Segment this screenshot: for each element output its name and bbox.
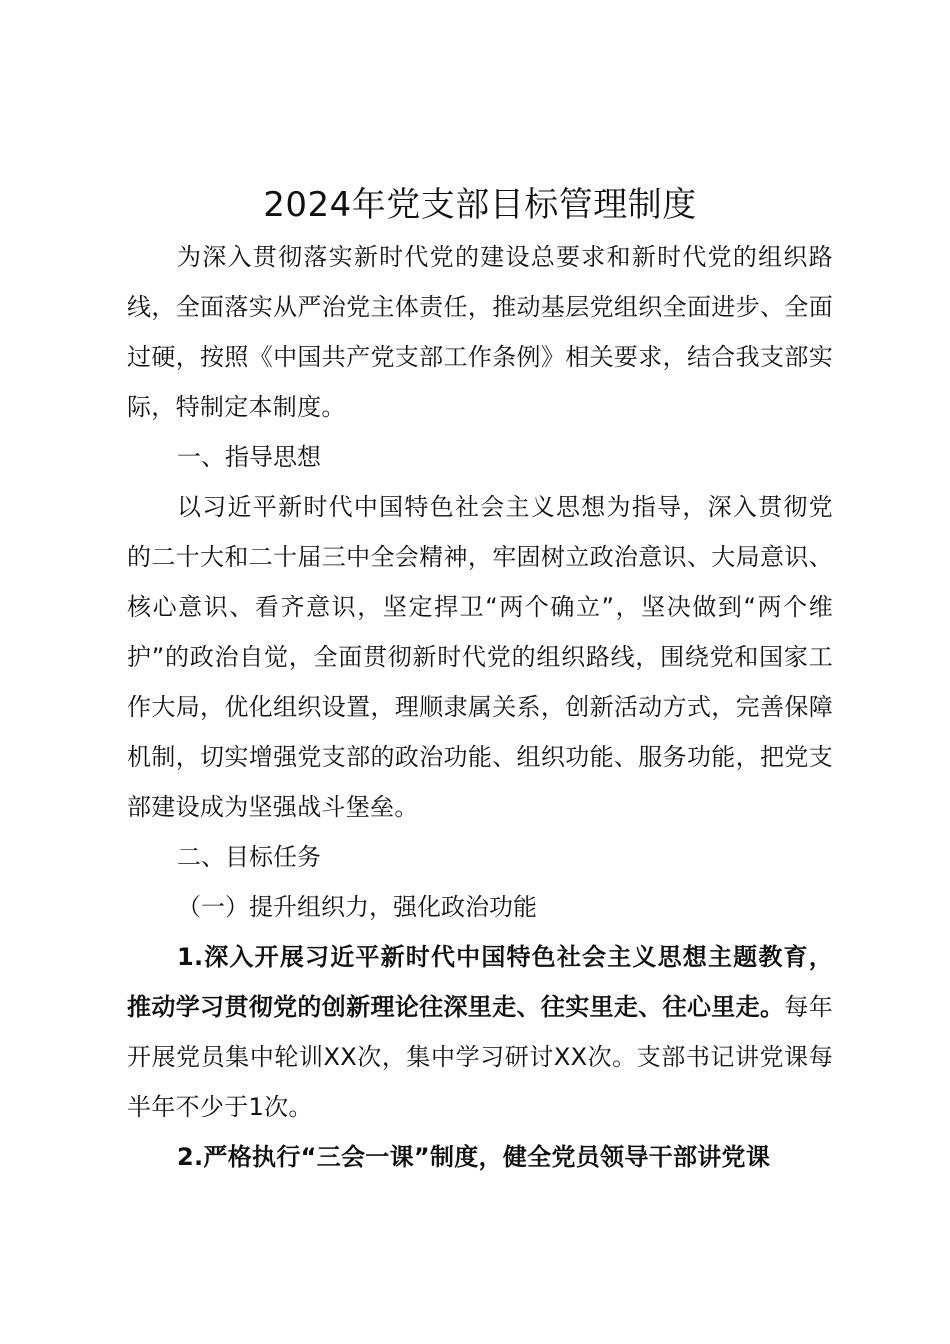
item-1-lead: 1.深入开展习近平新时代中国特色社会主义思想主题教育，推动学习贯彻党的创新理论往深里走、往实里走、往心里走。	[127, 943, 833, 1021]
item-2-paragraph: 2.严格执行“三会一课”制度，健全党员领导干部讲党课	[177, 1143, 771, 1171]
section-heading-goals: 二、目标任务	[177, 843, 321, 871]
guiding-thought-paragraph: 以习近平新时代中国特色社会主义思想为指导，深入贯彻党的二十大和二十届三中全会精神，牢固树立政治意识、大局意识、核心意识、看齐意识，坚定捍卫“两个确立”，坚决做到“两个维护”的政治自觉，全面贯彻新时代党的组织路线，围绕党和国家工作大局，优化组织设置，理顺隶属关系，创新活动方式，完善保障机制，切实增强党支部的政治功能、组织功能、服务功能，把党支部建设成为坚强战斗堡垒。	[127, 493, 833, 821]
item-1-body: 每年开展党员集中轮训XX次，集中学习研讨XX次。支部书记讲党课每半年不少于1次。	[127, 993, 833, 1121]
section-heading-guiding-thought: 一、指导思想	[177, 443, 321, 471]
subsection-heading-organization: （一）提升组织力，强化政治功能	[177, 893, 537, 921]
intro-paragraph: 为深入贯彻落实新时代党的建设总要求和新时代党的组织路线，全面落实从严治党主体责任，推动基层党组织全面进步、全面过硬，按照《中国共产党支部工作条例》相关要求，结合我支部实际，特制定本制度。	[127, 243, 833, 421]
document-title: 2024年党支部目标管理制度	[263, 185, 697, 225]
document-page	[127, 178, 833, 1182]
item-1-paragraph	[127, 932, 833, 1132]
